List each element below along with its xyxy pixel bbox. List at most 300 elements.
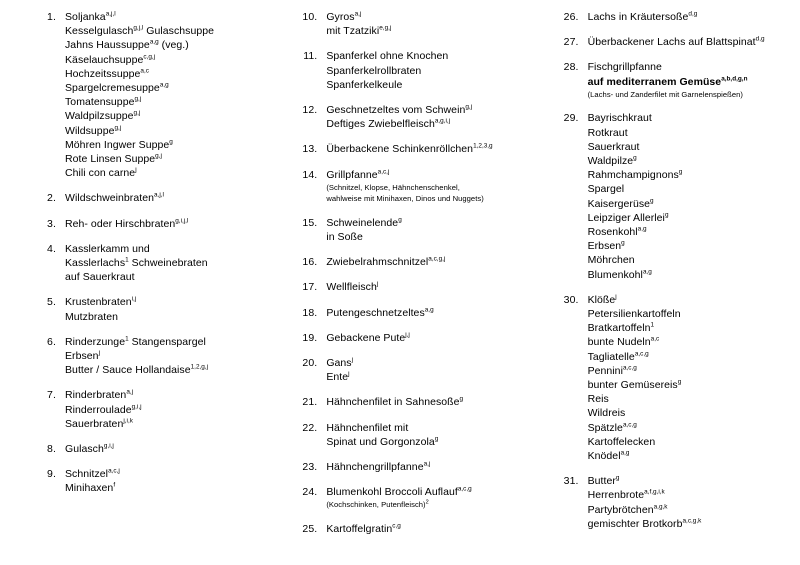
menu-item-text: Kasslerlachs (65, 257, 126, 270)
menu-item-line (65, 481, 275, 495)
menu-item-text: Erbsen (65, 350, 99, 363)
allergen-marker: g (664, 211, 669, 219)
menu-item-text: Schnitzel (65, 468, 109, 481)
menu-item (287, 103, 538, 131)
allergen-marker: a,c,g (634, 350, 649, 358)
allergen-marker: j (615, 293, 617, 301)
allergen-marker: a,c,g (622, 421, 637, 429)
menu-item-text: Kasslerkamm und (65, 242, 150, 255)
allergen-marker: g (615, 474, 620, 482)
menu-item-text: Waldpilzsuppe (65, 110, 134, 123)
menu-item-suffix: (veg.) (158, 39, 189, 52)
menu-item-text: gemischter Brotkorb (587, 517, 683, 530)
allergen-marker: g,j,l (133, 24, 144, 32)
allergen-marker: a,g (424, 306, 434, 314)
menu-item-text: Rahmchampignons (587, 169, 679, 182)
menu-item-number: 13. (302, 143, 318, 156)
menu-item-line (65, 349, 275, 363)
menu-item-text: Tomatensuppe (65, 96, 135, 109)
allergen-marker: a,c,j (377, 168, 390, 176)
allergen-marker: j (376, 280, 379, 288)
menu-item-lines (326, 10, 538, 38)
menu-item-text: Bayrischkraut (587, 112, 652, 125)
menu-item-line (588, 60, 792, 74)
menu-item (287, 460, 538, 474)
menu-item (287, 255, 538, 269)
menu-column-3 (539, 10, 792, 542)
menu-item-line (65, 403, 275, 417)
allergen-marker: e,g,j (379, 24, 392, 32)
allergen-marker: c,g,j (143, 53, 156, 61)
menu-item-text: Butter (587, 475, 616, 488)
menu-item-number: 31. (563, 475, 579, 488)
menu-item-note (588, 89, 792, 101)
menu-item-lines (326, 331, 538, 345)
menu-item-text: Wellfleisch (326, 281, 377, 294)
menu-item-text: Pennini (587, 364, 623, 377)
menu-item (287, 522, 538, 536)
menu-item-text: Spanferkelkeule (326, 78, 403, 91)
menu-item (26, 467, 275, 495)
menu-item-number: 15. (302, 216, 318, 229)
menu-item-line (65, 53, 275, 67)
menu-item (26, 10, 275, 180)
menu-item-line (326, 435, 538, 449)
allergen-marker: a,j (126, 388, 134, 396)
allergen-marker: g (677, 378, 682, 386)
menu-item-text: Fischgrillpfanne (587, 61, 662, 74)
menu-item-number: 27. (563, 36, 579, 49)
menu-column-2 (275, 10, 538, 547)
menu-item-text: bunte Nudeln (587, 336, 651, 349)
menu-item-line (326, 460, 538, 474)
menu-item-text: Spanferkelrollbraten (326, 64, 422, 77)
menu-item-text: Soljanka (65, 11, 106, 23)
allergen-marker: i,j (131, 295, 137, 303)
menu-item-line (65, 67, 275, 81)
allergen-marker: a,c,j (108, 467, 120, 475)
menu-item-text: Schweinelende (326, 216, 399, 229)
menu-item-text: Sauerkraut (587, 140, 640, 153)
menu-item-suffix: Stangenspargel (128, 335, 206, 348)
menu-item-line (326, 370, 538, 384)
allergen-marker: g,j (155, 152, 162, 160)
menu-item-lines (65, 242, 275, 285)
allergen-marker: a,c (650, 335, 660, 343)
allergen-marker: g,i,j (131, 403, 142, 411)
menu-item-number: 10. (302, 11, 318, 23)
menu-item-text: Kartoffelecken (587, 435, 656, 448)
menu-item (26, 442, 275, 456)
allergen-marker: 2 (425, 499, 429, 506)
menu-item-number: 21. (302, 396, 318, 409)
menu-item-line (326, 421, 538, 435)
menu-item (26, 191, 275, 205)
menu-item-lines (326, 356, 538, 384)
menu-item-line (588, 488, 792, 502)
menu-item-number: 3. (47, 217, 56, 230)
allergen-marker: a,c,g,j (428, 255, 446, 263)
menu-item-line (65, 242, 275, 256)
menu-item-text: Hähnchenfilet mit (326, 421, 409, 434)
menu-item-text: Minihaxen (65, 482, 114, 495)
menu-item-line (588, 197, 792, 211)
menu-item-text: Rinderroulade (65, 403, 132, 416)
menu-item-text: Krustenbraten (65, 296, 132, 309)
menu-item-text: in Soße (326, 231, 363, 244)
menu-item-line (65, 467, 275, 481)
menu-item-text: Rotkraut (587, 126, 628, 139)
allergen-marker: g (434, 435, 439, 443)
menu-item-text: Herrenbrote (587, 489, 645, 502)
menu-item-line (65, 363, 275, 377)
menu-item-text: Partybrötchen (587, 503, 654, 516)
menu-item-line (588, 126, 792, 140)
menu-item-number: 6. (47, 335, 56, 348)
menu-item-text: Wildschweinbraten (65, 192, 154, 205)
menu-item-lines (326, 306, 538, 320)
menu-item-line (65, 310, 275, 324)
menu-item-text: Ente (326, 371, 349, 384)
menu-item-line (326, 49, 538, 63)
menu-item (287, 10, 538, 38)
menu-item (287, 331, 538, 345)
menu-item-text: auf mediterranem Gemüse (587, 75, 722, 88)
menu-item-lines (65, 217, 275, 231)
menu-item-line (326, 168, 538, 182)
allergen-marker: 1 (125, 335, 129, 343)
menu-item-text: Möhrchen (587, 254, 635, 267)
menu-item-line (65, 138, 275, 152)
menu-item (549, 111, 792, 281)
menu-item (549, 293, 792, 463)
menu-item-line (588, 517, 792, 531)
allergen-marker: a,g (642, 268, 652, 276)
allergen-marker: g,j (114, 124, 122, 132)
menu-item-lines (326, 142, 538, 156)
menu-item-lines (65, 442, 275, 456)
menu-item (287, 395, 538, 409)
menu-item-text: Gans (326, 357, 352, 370)
menu-item-line (326, 64, 538, 78)
menu-item-text: bunter Gemüsereis (587, 378, 678, 391)
menu-item-line (588, 211, 792, 225)
menu-item-text: Rote Linsen Suppe (65, 153, 156, 166)
menu-item-line (65, 270, 275, 284)
menu-item-line (326, 280, 538, 294)
menu-item-lines (326, 168, 538, 205)
allergen-marker: 1 (650, 321, 655, 329)
menu-item-text: Erbsen (587, 240, 622, 253)
menu-item-line (65, 417, 275, 431)
menu-item (26, 242, 275, 285)
menu-item-line (65, 191, 275, 205)
menu-item-line (65, 388, 275, 402)
menu-item-text: Gulasch (65, 443, 104, 456)
menu-item-text: Gebackene Pute (326, 331, 406, 344)
menu-item-text: Kesselgulasch (65, 25, 134, 38)
menu-item-suffix: Schweinebraten (128, 257, 208, 270)
menu-item-lines (326, 280, 538, 294)
menu-item-number: 19. (302, 331, 318, 344)
menu-item-line (65, 217, 275, 231)
menu-item-number: 12. (302, 104, 318, 117)
allergen-marker: g,j (134, 95, 142, 103)
allergen-marker: d,g (688, 10, 698, 18)
menu-item-line (588, 293, 792, 307)
menu-item-line (588, 335, 792, 349)
menu-item-text: Käselauchsuppe (65, 53, 144, 66)
menu-item-line (65, 152, 275, 166)
menu-item-text: Blumenkohl Broccoli Auflauf (326, 486, 458, 499)
menu-item (549, 10, 792, 24)
allergen-marker: 1,2,3,g (473, 142, 493, 150)
menu-item-text: Überbackener Lachs auf Blattspinat (587, 36, 756, 49)
allergen-marker: g (459, 395, 464, 403)
allergen-marker: j (98, 349, 100, 357)
menu-item-text: Deftiges Zwiebelfleisch (326, 118, 435, 131)
allergen-marker: j (351, 356, 354, 364)
menu-item-lines (326, 216, 538, 244)
allergen-marker: g (678, 168, 683, 176)
allergen-marker: j,j (405, 331, 410, 339)
menu-item-line (326, 216, 538, 230)
menu-item-note (326, 193, 538, 205)
allergen-marker: a,c,g,k (682, 517, 702, 525)
menu-item-line (588, 350, 792, 364)
menu-item-text: Lachs in Kräutersoße (587, 11, 689, 23)
allergen-marker: 1,2,g,j (190, 363, 209, 371)
menu-item-line (588, 474, 792, 488)
menu-item (287, 142, 538, 156)
menu-item-number: 25. (302, 522, 318, 535)
menu-item (287, 216, 538, 244)
menu-item-lines (588, 10, 792, 24)
menu-item-text: Kartoffelgratin (326, 522, 393, 535)
allergen-marker: a,j (354, 10, 362, 18)
menu-item-line (588, 321, 792, 335)
menu-item-lines (588, 111, 792, 281)
allergen-marker: g,i,j (103, 442, 114, 450)
menu-item-text: Rosenkohl (587, 225, 638, 238)
menu-item-number: 20. (302, 357, 318, 370)
allergen-marker: d,g (755, 35, 765, 43)
menu-item-line (588, 392, 792, 406)
menu-item-text: auf Sauerkraut (65, 271, 135, 284)
menu-item-line (588, 10, 792, 24)
menu-item-line (65, 335, 275, 349)
menu-item-line (326, 356, 538, 370)
menu-item (549, 35, 792, 49)
menu-item-number: 16. (302, 256, 318, 269)
menu-column-1 (8, 10, 275, 507)
menu-item-text: Sauerbraten (65, 417, 124, 430)
menu-item-line (588, 268, 792, 282)
menu-item-number: 28. (563, 61, 579, 74)
menu-item-suffix: Gulaschsuppe (143, 25, 215, 38)
allergen-marker: a,j (423, 460, 431, 468)
allergen-marker: a,f,g,i,k (644, 488, 665, 496)
menu-item-text: Reis (587, 393, 609, 406)
allergen-marker: a,b,d,g,n (721, 75, 748, 83)
menu-item-text: Gyros (326, 11, 355, 23)
menu-item (287, 421, 538, 449)
menu-item-line (588, 307, 792, 321)
menu-item-line (326, 331, 538, 345)
menu-item-line (65, 10, 275, 24)
menu-item-line (588, 154, 792, 168)
menu-item-line (326, 522, 538, 536)
menu-item-line (588, 406, 792, 420)
allergen-marker: j (135, 166, 137, 174)
menu-item-text: Wildreis (587, 407, 626, 420)
menu-item-text: Hochzeitssuppe (65, 67, 141, 80)
menu-item-text: Spätzle (587, 421, 623, 434)
allergen-marker: a,g,k (653, 503, 668, 511)
menu-item (287, 49, 538, 92)
menu-item-line (588, 364, 792, 378)
menu-item-text: Spargel (587, 183, 625, 196)
menu-item-line (588, 253, 792, 267)
menu-item-lines (65, 295, 275, 323)
menu-item-number: 23. (302, 461, 318, 474)
menu-item-line (326, 103, 538, 117)
menu-item-lines (326, 421, 538, 449)
menu-item (287, 168, 538, 205)
menu-item-number: 8. (47, 443, 56, 456)
menu-item-line (326, 78, 538, 92)
allergen-marker: a,j,l (105, 10, 116, 18)
menu-item-lines (326, 460, 538, 474)
menu-item-lines (65, 467, 275, 495)
allergen-marker: j (348, 370, 350, 378)
menu-item (287, 485, 538, 511)
menu-item-number: 1. (47, 11, 56, 23)
menu-item-number: 29. (563, 112, 579, 125)
menu-item-line (326, 255, 538, 269)
menu-item-line (65, 442, 275, 456)
allergen-marker: j,i,k (123, 417, 133, 425)
menu-item-line (588, 503, 792, 517)
allergen-marker: a,g (149, 38, 159, 46)
allergen-marker: a,c,g (457, 485, 472, 493)
allergen-marker: a,g (159, 81, 169, 89)
menu-item-line (65, 38, 275, 52)
menu-item-line (588, 239, 792, 253)
menu-item-line (65, 295, 275, 309)
menu-item-lines (326, 485, 538, 511)
menu-item-lines (588, 474, 792, 531)
menu-item-text: Grillpfanne (326, 168, 378, 181)
menu-item (26, 388, 275, 431)
menu-item-text: wahlweise mit Minihaxen, Dinos und Nuggets) (326, 194, 484, 204)
allergen-marker: g (169, 138, 173, 146)
menu-item-lines (326, 522, 538, 536)
menu-item-number: 4. (47, 242, 56, 255)
menu-item-text: Chili con carne (65, 167, 136, 180)
allergen-marker: a,g,i,j (434, 117, 451, 125)
menu-item-text: (Lachs- und Zanderfilet mit Garnelenspießen) (587, 89, 743, 99)
menu-item-text: Bratkartoffeln (587, 322, 651, 335)
allergen-marker: a,g (620, 449, 630, 457)
allergen-marker: g,j (465, 103, 473, 111)
menu-item-line (588, 168, 792, 182)
menu-item-text: Mutzbraten (65, 310, 119, 323)
allergen-marker: g,i,j,l (175, 217, 189, 225)
menu-item-number: 24. (302, 486, 318, 499)
menu-item-number: 18. (302, 306, 318, 319)
menu-item-text: Zwiebelrahmschnitzel (326, 256, 429, 269)
allergen-marker: 1 (125, 256, 129, 264)
menu-item-text: Spinat und Gorgonzola (326, 435, 435, 448)
menu-item-text: Butter / Sauce Hollandaise (65, 364, 191, 377)
allergen-marker: g (621, 239, 625, 247)
menu-item-line (588, 75, 792, 89)
menu-item-line (326, 24, 538, 38)
menu-item (287, 356, 538, 384)
menu-item-number: 7. (47, 389, 56, 402)
allergen-marker: a,c (140, 67, 149, 75)
menu-item-line (65, 256, 275, 270)
menu-item-text: Klöße (587, 293, 616, 306)
menu-item (26, 295, 275, 323)
menu-item-line (65, 24, 275, 38)
menu-item-text: Rinderbraten (65, 389, 127, 402)
menu-item-note (326, 499, 538, 511)
menu-item (287, 280, 538, 294)
menu-item-lines (588, 60, 792, 100)
menu-item-text: Hähnchengrillpfanne (326, 461, 424, 474)
allergen-marker: g (398, 216, 402, 224)
menu-item-line (588, 435, 792, 449)
menu-item-text: (Kochschinken, Putenfleisch) (326, 500, 426, 510)
menu-item-text: Möhren Ingwer Suppe (65, 138, 170, 151)
menu-item-text: Blumenkohl (587, 268, 643, 281)
menu-item-line (326, 395, 538, 409)
menu-item-line (588, 421, 792, 435)
menu-item-text: Wildsuppe (65, 124, 115, 137)
menu-item-text: Leipziger Allerlei (587, 211, 665, 224)
menu-item-text: (Schnitzel, Klopse, Hähnchenschenkel, (326, 182, 460, 192)
allergen-marker: a,c,g (622, 364, 637, 372)
menu-item-line (326, 10, 538, 24)
menu-item-lines (588, 293, 792, 463)
menu-item (549, 474, 792, 531)
allergen-marker: g (650, 197, 654, 205)
menu-item-number: 9. (47, 468, 56, 481)
menu-item-number: 26. (563, 11, 579, 23)
menu-item-lines (326, 255, 538, 269)
menu-item-lines (65, 335, 275, 378)
menu-item-note (326, 182, 538, 194)
menu-item-line (65, 81, 275, 95)
menu-item-line (588, 378, 792, 392)
menu-item-lines (326, 103, 538, 131)
menu-item-line (588, 225, 792, 239)
menu-item-text: Reh- oder Hirschbraten (65, 217, 176, 230)
menu-item-line (65, 109, 275, 123)
menu-item-lines (65, 191, 275, 205)
menu-item-line (588, 449, 792, 463)
menu-item-lines (326, 395, 538, 409)
menu-item-lines (65, 388, 275, 431)
allergen-marker: g (633, 154, 637, 162)
menu-item (26, 217, 275, 231)
menu-item-text: Petersilienkartoffeln (587, 307, 681, 320)
menu-item-number: 22. (302, 421, 318, 434)
menu-item-line (326, 485, 538, 499)
menu-item-text: Knödel (587, 449, 621, 462)
